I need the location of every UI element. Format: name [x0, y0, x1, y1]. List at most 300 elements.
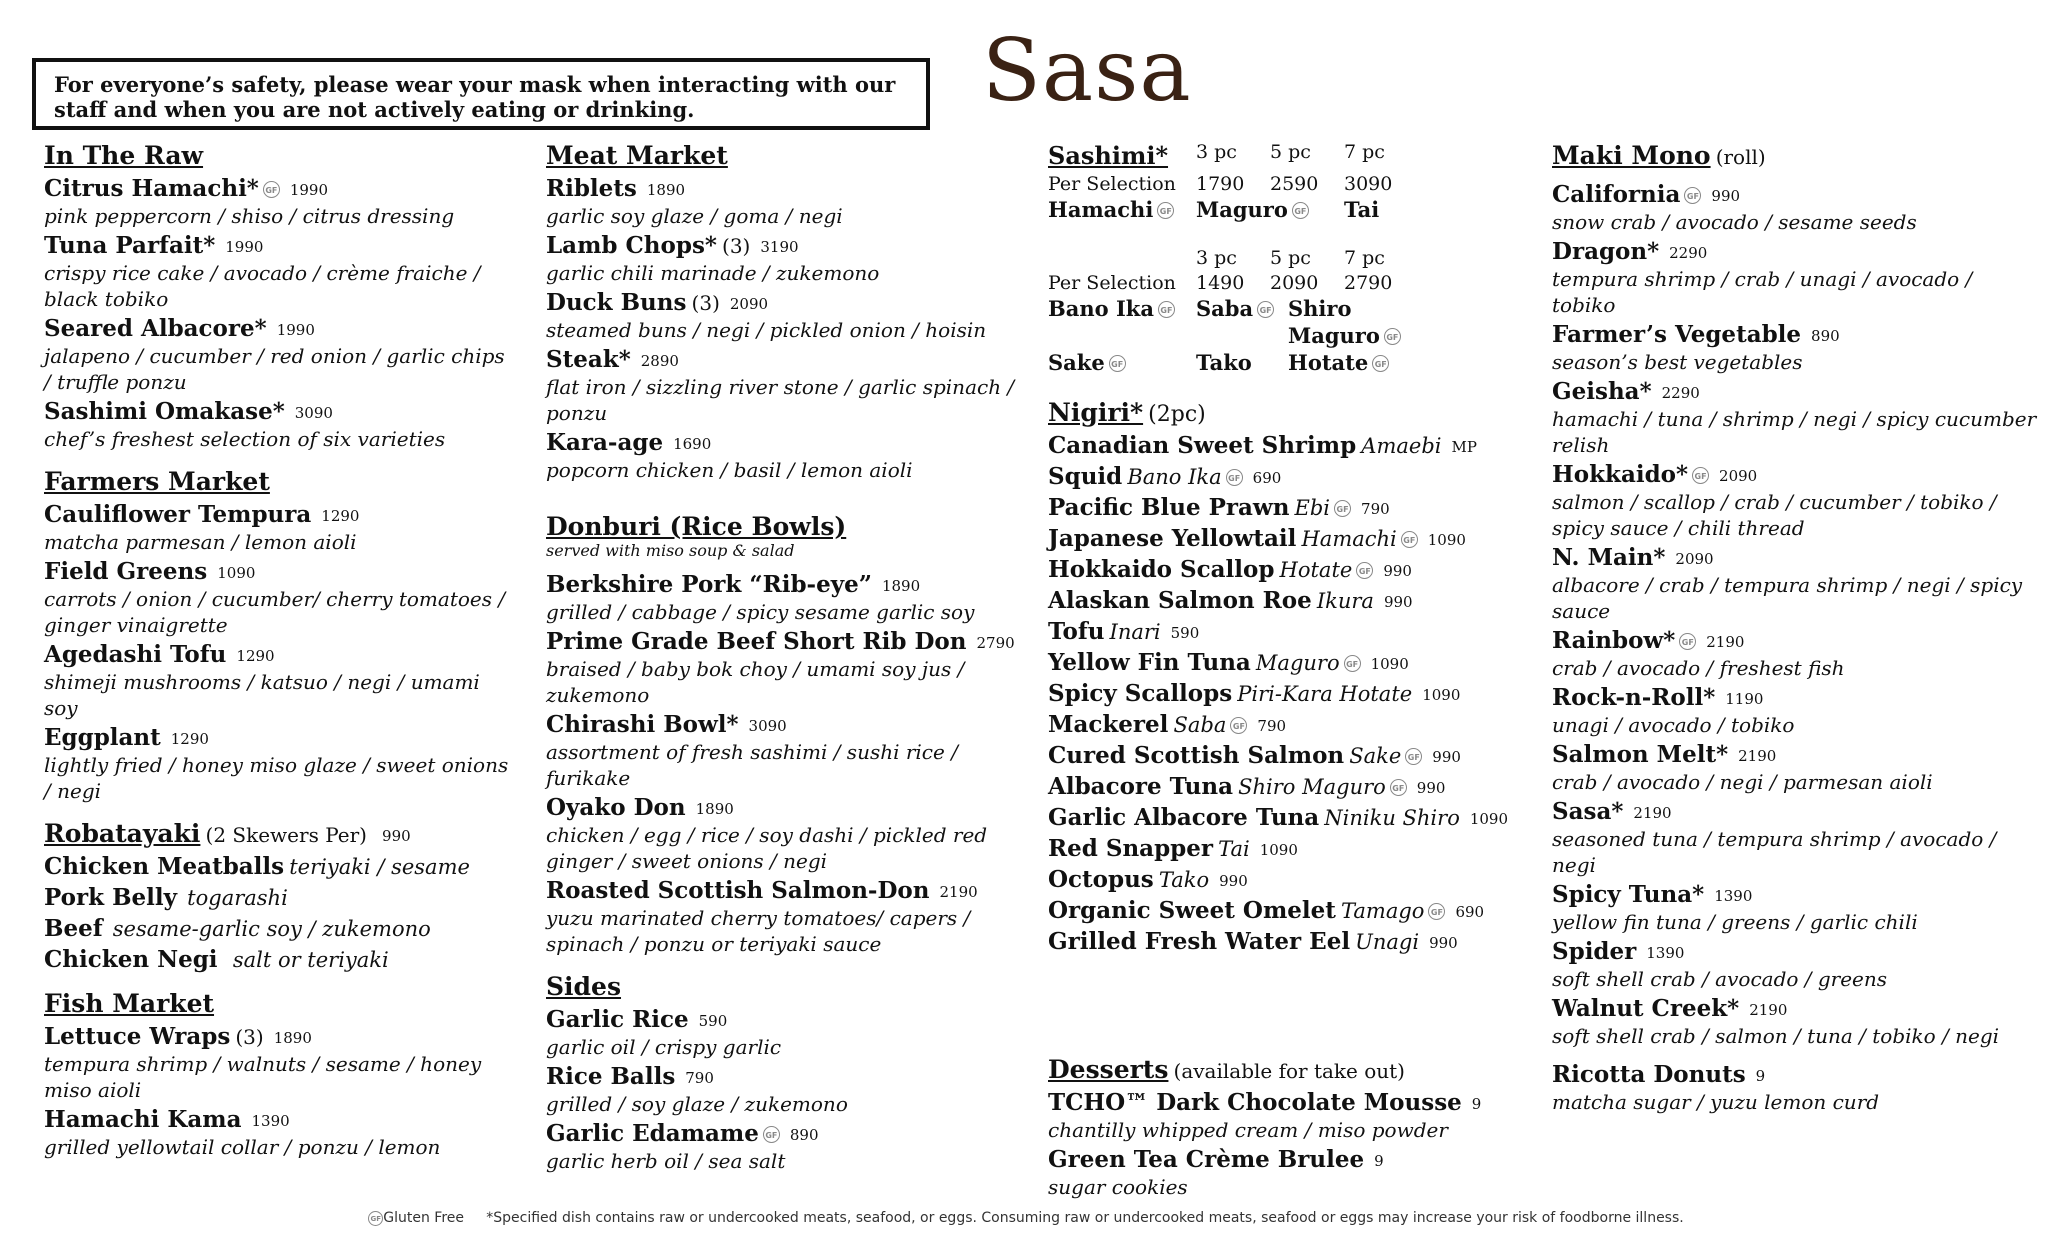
- menu-item: [1552, 740, 2042, 795]
- menu-item: [1552, 320, 2042, 375]
- item-price: 1090: [1370, 655, 1409, 673]
- item-price: 990: [1432, 748, 1461, 766]
- item-name: Spider: [1552, 938, 1637, 965]
- section-title-desserts: Desserts: [1048, 1055, 1169, 1084]
- item-description: garlic oil / crispy garlic: [546, 1035, 782, 1059]
- robatayaki-header: [44, 818, 514, 850]
- item-price: 1290: [170, 730, 209, 748]
- menu-item: [1552, 683, 2042, 738]
- item-name: Geisha*: [1552, 378, 1652, 405]
- section-title-meat-market: Meat Market: [546, 141, 728, 170]
- item-description: steamed buns / negi / pickled onion / hoisin: [546, 318, 987, 342]
- item-price: 890: [1811, 327, 1840, 345]
- item-name: Hamachi Kama: [44, 1106, 242, 1133]
- section-title-in-the-raw: In The Raw: [44, 141, 204, 170]
- item-price: 1690: [673, 435, 712, 453]
- item-description: shimeji mushrooms / katsuo / negi / umami soy: [44, 670, 480, 720]
- item-name: Garlic Albacore Tuna: [1048, 804, 1320, 831]
- sashimi-col-7pc: 7 pc: [1344, 141, 1385, 163]
- sashimi-price: 2090: [1270, 272, 1319, 294]
- nigiri-item: [1048, 803, 1548, 832]
- menu-item: [1552, 180, 2042, 235]
- menu-item: [1552, 460, 2042, 541]
- item-description: grilled yellowtail collar / ponzu / lemon: [44, 1135, 441, 1159]
- item-name: Roasted Scottish Salmon-Don: [546, 877, 930, 904]
- item-description: grilled / cabbage / spicy sesame garlic soy: [546, 600, 975, 624]
- dessert-ricotta: [1552, 1058, 2042, 1115]
- gluten-free-icon: GF: [1226, 469, 1243, 486]
- menu-column-1: [44, 140, 514, 1160]
- sashimi-fish: Tako: [1196, 350, 1252, 375]
- sashimi-tier-2-fish: [1048, 296, 1548, 377]
- sashimi-price: 3090: [1344, 173, 1393, 195]
- sashimi-col-5pc: 5 pc: [1270, 141, 1311, 163]
- section-subtitle: served with miso soup & salad: [546, 541, 795, 560]
- menu-item: [546, 288, 1026, 343]
- item-name: Berkshire Pork “Rib-eye”: [546, 571, 872, 598]
- item-description: soft shell crab / salmon / tuna / tobiko / negi: [1552, 1024, 2000, 1048]
- item-price: 2890: [640, 352, 679, 370]
- item-name: Prime Grade Beef Short Rib Don: [546, 628, 967, 655]
- item-description: pink peppercorn / shiso / citrus dressing: [44, 204, 455, 228]
- section-note: (2pc): [1148, 402, 1206, 427]
- nigiri-item: [1048, 524, 1548, 553]
- item-japanese-name: Amaebi: [1361, 434, 1442, 458]
- nigiri-header: [1048, 397, 1548, 429]
- item-price: 990: [1383, 562, 1412, 580]
- item-description: togarashi: [187, 886, 288, 910]
- item-name: Farmer’s Vegetable: [1552, 321, 1802, 348]
- sashimi-tier-1: [1048, 140, 1548, 224]
- nigiri-item: [1048, 865, 1548, 894]
- item-name: Pacific Blue Prawn: [1048, 494, 1290, 521]
- item-name: Ricotta Donuts: [1552, 1061, 1746, 1088]
- menu-item: [44, 231, 514, 312]
- item-name: Hokkaido*: [1552, 461, 1689, 488]
- item-japanese-name: Hotate: [1279, 558, 1353, 582]
- item-name: Rainbow*: [1552, 627, 1676, 654]
- restaurant-logo: Sasa: [982, 21, 1192, 121]
- item-name: Albacore Tuna: [1048, 773, 1234, 800]
- nigiri-item: [1048, 431, 1548, 460]
- menu-item: [546, 1062, 1026, 1117]
- item-price: 1890: [695, 800, 734, 818]
- gluten-free-icon: GF: [368, 1211, 383, 1226]
- item-price: 1890: [646, 181, 686, 199]
- section-title-maki-mono: Maki Mono: [1552, 141, 1711, 170]
- item-price: 790: [1257, 717, 1287, 735]
- item-japanese-name: Saba: [1173, 713, 1227, 737]
- menu-item: [44, 883, 514, 912]
- menu-item: [546, 710, 1026, 791]
- item-description: sugar cookies: [1048, 1175, 1188, 1199]
- sashimi-tier-2-header: [1048, 246, 1548, 296]
- item-price: 1390: [1714, 887, 1753, 905]
- section-note: (roll): [1715, 145, 1766, 169]
- menu-item: [1552, 994, 2042, 1049]
- item-price: 1190: [1725, 690, 1764, 708]
- sashimi-fish: Sake: [1048, 350, 1105, 375]
- item-price: 2190: [939, 883, 978, 901]
- gluten-free-icon: GF: [1257, 301, 1274, 318]
- section-title-sides: Sides: [546, 972, 622, 1001]
- item-name: Chicken Negi: [44, 946, 218, 973]
- item-quantity: (3): [691, 291, 720, 315]
- item-name: Chirashi Bowl*: [546, 711, 739, 738]
- menu-item: [44, 723, 514, 804]
- item-price: 1990: [225, 238, 264, 256]
- item-price: 3190: [760, 238, 799, 256]
- item-description: grilled / soy glaze / zukemono: [546, 1092, 848, 1116]
- item-name: Squid: [1048, 463, 1123, 490]
- item-name: Steak*: [546, 346, 631, 373]
- item-name: Tofu: [1048, 618, 1105, 645]
- item-price: 1290: [236, 647, 275, 665]
- menu-item: [546, 345, 1026, 426]
- item-price: 2790: [976, 634, 1015, 652]
- item-name: Canadian Sweet Shrimp: [1048, 432, 1357, 459]
- item-price: 990: [1429, 934, 1458, 952]
- item-japanese-name: Shiro Maguro: [1238, 775, 1386, 799]
- menu-column-3: [1048, 140, 1548, 956]
- item-description: soft shell crab / avocado / greens: [1552, 967, 1888, 991]
- menu-item: [546, 627, 1026, 708]
- menu-item: [1552, 880, 2042, 935]
- desserts-header: [1048, 1054, 1548, 1086]
- gluten-free-icon: GF: [1428, 903, 1445, 920]
- item-name: Sasa*: [1552, 798, 1624, 825]
- item-japanese-name: Ebi: [1294, 496, 1331, 520]
- item-price: 3090: [748, 717, 787, 735]
- item-description: hamachi / tuna / shrimp / negi / spicy cucumber relish: [1552, 407, 2037, 457]
- sashimi-col-3pc: 3 pc: [1196, 141, 1237, 163]
- item-description: popcorn chicken / basil / lemon aioli: [546, 458, 913, 482]
- item-name: Rice Balls: [546, 1063, 676, 1090]
- item-japanese-name: Hamachi: [1301, 527, 1397, 551]
- sashimi-fish: Bano Ika: [1048, 296, 1154, 321]
- gluten-free-icon: GF: [1692, 467, 1709, 484]
- item-japanese-name: Ikura: [1316, 589, 1374, 613]
- item-price: 690: [1455, 903, 1485, 921]
- item-name: Garlic Edamame: [546, 1120, 759, 1147]
- item-price: 990: [1416, 779, 1446, 797]
- menu-item: [44, 1105, 514, 1160]
- item-description: seasoned tuna / tempura shrimp / avocado / negi: [1552, 827, 1997, 877]
- nigiri-item: [1048, 555, 1548, 584]
- item-price: 1290: [321, 507, 360, 525]
- item-description: teriyaki / sesame: [289, 855, 470, 879]
- sashimi-fish: Maguro: [1196, 197, 1288, 222]
- item-name: Grilled Fresh Water Eel: [1048, 928, 1351, 955]
- mask-notice: For everyone’s safety, please wear your mask when interacting with our staff and when you are not actively eating or drinking.: [32, 58, 930, 130]
- item-description: crispy rice cake / avocado / crème fraiche / black tobiko: [44, 261, 481, 311]
- menu-item: [546, 876, 1026, 957]
- item-price: 1090: [217, 564, 256, 582]
- menu-item: [44, 1022, 514, 1103]
- item-price: 2290: [1661, 384, 1700, 402]
- nigiri-item: [1048, 617, 1548, 646]
- item-description: braised / baby bok choy / umami soy jus / zukemono: [546, 657, 965, 707]
- menu-item: [546, 793, 1026, 874]
- gluten-free-icon: GF: [1344, 655, 1361, 672]
- item-quantity: (3): [235, 1025, 264, 1049]
- item-price: 9: [1755, 1067, 1766, 1085]
- sashimi-col-7pc: 7 pc: [1344, 247, 1385, 269]
- item-name: Dragon*: [1552, 238, 1660, 265]
- item-price: 990: [1383, 593, 1413, 611]
- item-name: Walnut Creek*: [1552, 995, 1740, 1022]
- item-name: N. Main*: [1552, 544, 1666, 571]
- item-name: Cauliflower Tempura: [44, 501, 312, 528]
- item-name: TCHO™ Dark Chocolate Mousse: [1048, 1089, 1462, 1116]
- item-price: 590: [698, 1012, 728, 1030]
- section-note: (2 Skewers Per): [205, 823, 367, 847]
- item-description: chantilly whipped cream / miso powder: [1048, 1118, 1448, 1142]
- nigiri-item: [1048, 834, 1548, 863]
- menu-item: [1552, 1060, 2042, 1115]
- gluten-free-icon: GF: [1679, 633, 1696, 650]
- item-name: Pork Belly: [44, 884, 177, 911]
- sashimi-col-3pc: 3 pc: [1196, 247, 1237, 269]
- item-price: 1890: [881, 577, 921, 595]
- nigiri-item: [1048, 586, 1548, 615]
- menu-item: [546, 231, 1026, 286]
- menu-item: [546, 1119, 1026, 1174]
- per-selection-label: Per Selection: [1048, 173, 1176, 195]
- sashimi-price: 2590: [1270, 173, 1319, 195]
- item-japanese-name: Tai: [1218, 837, 1250, 861]
- item-name: Agedashi Tofu: [44, 641, 227, 668]
- item-price: 1390: [251, 1112, 290, 1130]
- item-description: garlic herb oil / sea salt: [546, 1149, 786, 1173]
- item-price: 2090: [1675, 550, 1714, 568]
- section-title-donburi: Donburi (Rice Bowls): [546, 512, 847, 541]
- item-description: lightly fried / honey miso glaze / sweet onions / negi: [44, 753, 509, 803]
- footer: [0, 1210, 2048, 1226]
- item-description: unagi / avocado / tobiko: [1552, 713, 1795, 737]
- item-japanese-name: Maguro: [1255, 651, 1340, 675]
- item-description: chicken / egg / rice / soy dashi / pickled red ginger / sweet onions / negi: [546, 823, 988, 873]
- item-price: 3090: [294, 404, 333, 422]
- item-price: 2090: [1719, 467, 1758, 485]
- item-description: albacore / crab / tempura shrimp / negi / spicy sauce: [1552, 573, 2023, 623]
- item-japanese-name: Piri-Kara Hotate: [1237, 682, 1413, 706]
- item-name: Duck Buns: [546, 289, 687, 316]
- item-description: garlic soy glaze / goma / negi: [546, 204, 843, 228]
- item-name: Mackerel: [1048, 711, 1169, 738]
- menu-item: [44, 557, 514, 638]
- gluten-free-icon: GF: [1292, 202, 1309, 219]
- sashimi-fish: Hamachi: [1048, 197, 1154, 222]
- item-description: assortment of fresh sashimi / sushi rice / furikake: [546, 740, 958, 790]
- nigiri-item: [1048, 710, 1548, 739]
- item-japanese-name: Inari: [1109, 620, 1161, 644]
- menu-item: [44, 397, 514, 452]
- item-name: Red Snapper: [1048, 835, 1213, 862]
- item-name: Rock-n-Roll*: [1552, 684, 1716, 711]
- item-name: Spicy Scallops: [1048, 680, 1233, 707]
- item-name: Green Tea Crème Brulee: [1048, 1146, 1365, 1173]
- item-name: Sashimi Omakase*: [44, 398, 285, 425]
- item-price: 1890: [273, 1029, 312, 1047]
- nigiri-item: [1048, 772, 1548, 801]
- item-name: Oyako Don: [546, 794, 686, 821]
- menu-item: [44, 174, 514, 229]
- menu-item: [546, 570, 1026, 625]
- item-japanese-name: Bano Ika: [1127, 465, 1222, 489]
- item-price: 2190: [1749, 1001, 1788, 1019]
- item-japanese-name: Unagi: [1355, 930, 1420, 954]
- item-price: 690: [1252, 469, 1282, 487]
- item-description: matcha parmesan / lemon aioli: [44, 530, 357, 554]
- item-name: Yellow Fin Tuna: [1048, 649, 1251, 676]
- item-description: tempura shrimp / crab / unagi / avocado / tobiko: [1552, 267, 1973, 317]
- gluten-free-icon: GF: [1230, 717, 1247, 734]
- desserts-section: [1048, 1054, 1548, 1200]
- item-price: 2190: [1738, 747, 1777, 765]
- menu-item: [546, 1005, 1026, 1060]
- item-description: yuzu marinated cherry tomatoes/ capers / spinach / ponzu or teriyaki sauce: [546, 906, 971, 956]
- section-title-nigiri: Nigiri*: [1048, 398, 1144, 427]
- menu-item: [44, 945, 514, 974]
- item-japanese-name: Tamago: [1341, 899, 1425, 923]
- section-title-sashimi: Sashimi*: [1048, 141, 1169, 170]
- sashimi-price: 1790: [1196, 173, 1245, 195]
- menu-item: [1048, 1145, 1548, 1200]
- sashimi-col-5pc: 5 pc: [1270, 247, 1311, 269]
- item-name: Garlic Rice: [546, 1006, 689, 1033]
- item-price: 1390: [1646, 944, 1685, 962]
- nigiri-item: [1048, 927, 1548, 956]
- menu-item: [1552, 797, 2042, 878]
- item-price: 1090: [1422, 686, 1461, 704]
- item-name: Organic Sweet Omelet: [1048, 897, 1336, 924]
- item-japanese-name: Niniku Shiro: [1324, 806, 1460, 830]
- nigiri-item: [1048, 741, 1548, 770]
- menu-column-2: [546, 140, 1026, 1174]
- gluten-free-icon: GF: [1109, 355, 1126, 372]
- menu-item: [1048, 1088, 1548, 1143]
- item-name: Spicy Tuna*: [1552, 881, 1705, 908]
- raw-food-disclaimer: *Specified dish contains raw or undercooked meats, seafood, or eggs. Consuming raw or undercooked meats, seafood or eggs may increase your risk of foodborne illness.: [486, 1210, 1684, 1226]
- nigiri-item: [1048, 648, 1548, 677]
- item-price: 1090: [1259, 841, 1298, 859]
- item-description: salmon / scallop / crab / cucumber / tobiko / spicy sauce / chili thread: [1552, 490, 1997, 540]
- item-price: 2190: [1633, 804, 1672, 822]
- item-name: Hokkaido Scallop: [1048, 556, 1275, 583]
- item-name: Seared Albacore*: [44, 315, 267, 342]
- nigiri-item: [1048, 493, 1548, 522]
- item-price: 9: [1374, 1152, 1384, 1170]
- item-description: season’s best vegetables: [1552, 350, 1803, 374]
- item-price: 990: [1711, 187, 1741, 205]
- menu-item: [44, 914, 514, 943]
- gluten-free-legend: Gluten Free: [383, 1210, 464, 1226]
- menu-item: [1552, 543, 2042, 624]
- section-title-farmers-market: Farmers Market: [44, 467, 270, 496]
- item-name: Octopus: [1048, 866, 1154, 893]
- maki-header: [1552, 140, 2042, 172]
- item-name: Cured Scottish Salmon: [1048, 742, 1345, 769]
- gluten-free-icon: GF: [1356, 562, 1373, 579]
- sashimi-fish: Saba: [1196, 296, 1254, 321]
- nigiri-item: [1048, 462, 1548, 491]
- item-price: 890: [789, 1126, 819, 1144]
- item-name: Lettuce Wraps: [44, 1023, 231, 1050]
- gluten-free-icon: GF: [763, 1126, 780, 1143]
- section-title-robatayaki: Robatayaki: [44, 819, 201, 848]
- nigiri-item: [1048, 896, 1548, 925]
- item-name: Citrus Hamachi*: [44, 175, 259, 202]
- item-description: flat iron / sizzling river stone / garlic spinach / ponzu: [546, 375, 1015, 425]
- item-name: Chicken Meatballs: [44, 853, 285, 880]
- item-name: Salmon Melt*: [1552, 741, 1729, 768]
- item-price: MP: [1451, 438, 1477, 456]
- gluten-free-icon: GF: [263, 181, 280, 198]
- gluten-free-icon: GF: [1405, 748, 1422, 765]
- item-name: Riblets: [546, 175, 637, 202]
- item-price: 1090: [1427, 531, 1466, 549]
- sashimi-fish: Tai: [1344, 197, 1380, 222]
- section-title-fish-market: Fish Market: [44, 989, 215, 1018]
- item-name: Lamb Chops*: [546, 232, 717, 259]
- item-description: matcha sugar / yuzu lemon curd: [1552, 1090, 1880, 1114]
- gluten-free-icon: GF: [1157, 202, 1174, 219]
- item-description: snow crab / avocado / sesame seeds: [1552, 210, 1917, 234]
- item-price: 790: [685, 1069, 714, 1087]
- section-note: (available for take out): [1173, 1059, 1405, 1083]
- item-name: Beef: [44, 915, 103, 942]
- item-price: 990: [1219, 872, 1248, 890]
- item-price: 1990: [289, 181, 329, 199]
- item-description: carrots / onion / cucumber/ cherry tomatoes / ginger vinaigrette: [44, 587, 506, 637]
- item-price: 1990: [276, 321, 315, 339]
- gluten-free-icon: GF: [1401, 531, 1418, 548]
- item-japanese-name: Tako: [1158, 868, 1210, 892]
- menu-item: [1552, 237, 2042, 318]
- item-description: crab / avocado / negi / parmesan aioli: [1552, 770, 1933, 794]
- per-selection-label: Per Selection: [1048, 272, 1176, 294]
- item-name: Field Greens: [44, 558, 208, 585]
- item-price: 590: [1170, 624, 1200, 642]
- item-name: Kara-age: [546, 429, 664, 456]
- sashimi-price: 1490: [1196, 272, 1245, 294]
- sashimi-fish: Hotate: [1288, 350, 1369, 375]
- sashimi-price: 2790: [1344, 272, 1393, 294]
- item-description: salt or teriyaki: [232, 948, 389, 972]
- item-name: Tuna Parfait*: [44, 232, 216, 259]
- item-name: California: [1552, 181, 1681, 208]
- menu-column-4: [1552, 140, 2042, 1049]
- item-description: sesame-garlic soy / zukemono: [112, 917, 431, 941]
- gluten-free-icon: GF: [1158, 301, 1175, 318]
- item-price: 790: [1361, 500, 1390, 518]
- menu-item: [546, 428, 1026, 483]
- sashimi-fish: Shiro Maguro: [1288, 296, 1380, 348]
- item-description: tempura shrimp / walnuts / sesame / honey miso aioli: [44, 1052, 482, 1102]
- item-price: 990: [382, 827, 411, 845]
- menu-item: [44, 852, 514, 881]
- nigiri-item: [1048, 679, 1548, 708]
- item-price: 2290: [1669, 244, 1708, 262]
- menu-item: [44, 640, 514, 721]
- gluten-free-icon: GF: [1684, 187, 1701, 204]
- item-price: 9: [1471, 1095, 1482, 1113]
- menu-item: [44, 314, 514, 395]
- menu-item: [1552, 377, 2042, 458]
- item-description: crab / avocado / freshest fish: [1552, 656, 1845, 680]
- item-price: 2090: [729, 295, 769, 313]
